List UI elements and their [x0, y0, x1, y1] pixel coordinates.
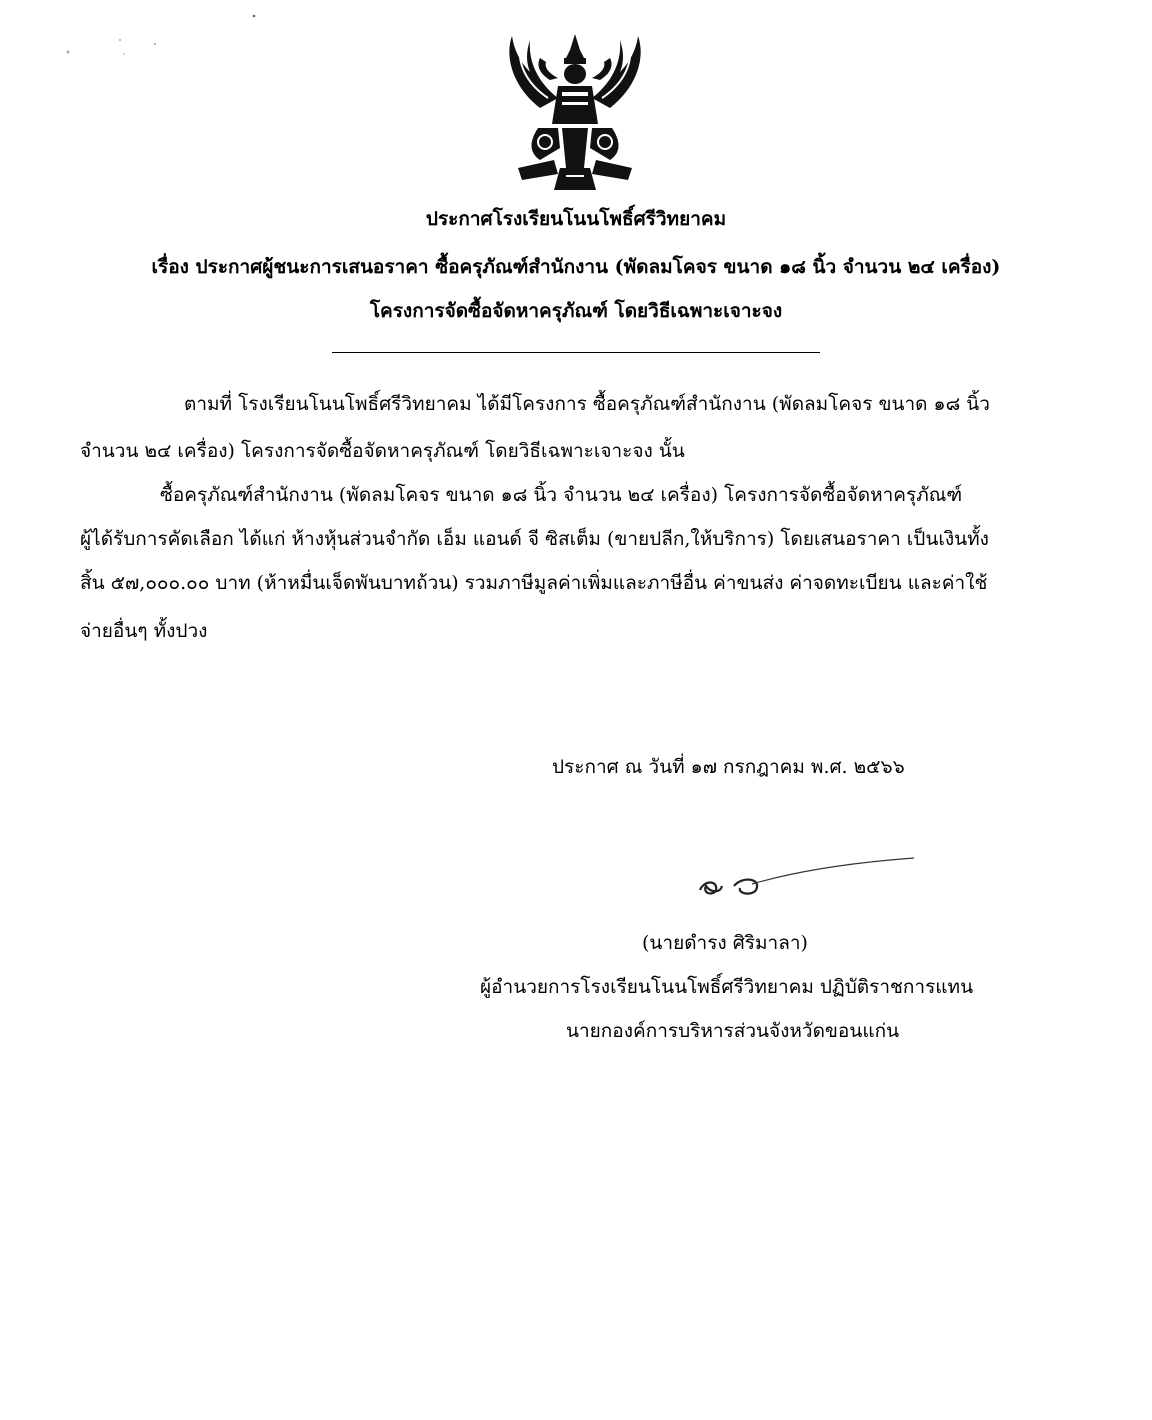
- announcement-project: โครงการจัดซื้อจัดหาครุภัณฑ์ โดยวิธีเฉพาะเจาะจง: [369, 300, 783, 322]
- body-paragraph-1-line-2: จำนวน ๒๔ เครื่อง) โครงการจัดซื้อจัดหาครุภัณฑ์ โดยวิธีเฉพาะเจาะจง นั้น: [80, 440, 685, 462]
- body-paragraph-1-line-1: ตามที่ โรงเรียนโนนโพธิ์ศรีวิทยาคม ได้มีโครงการ ซื้อครุภัณฑ์สำนักงาน (พัดลมโคจร ขนาด ๑๘ นิ้ว: [184, 393, 990, 415]
- header-divider: [332, 352, 820, 353]
- handwritten-signature-icon: [690, 852, 920, 902]
- signatory-name: (นายดำรง ศิริมาลา): [642, 932, 808, 954]
- body-paragraph-2-line-4: จ่ายอื่นๆ ทั้งปวง: [80, 620, 208, 642]
- announcement-title: ประกาศโรงเรียนโนนโพธิ์ศรีวิทยาคม: [425, 208, 727, 230]
- body-paragraph-2-line-2: ผู้ได้รับการคัดเลือก ได้แก่ ห้างหุ้นส่วนจำกัด เอ็ม แอนด์ จี ซิสเต็ม (ขายปลีก,ให้บริการ) โดยเสนอราคา เป็นเงินทั้ง: [80, 528, 989, 550]
- announcement-date: ประกาศ ณ วันที่ ๑๗ กรกฎาคม พ.ศ. ๒๕๖๖: [552, 756, 905, 778]
- scan-speck-marks: [60, 10, 260, 70]
- announcement-subject: เรื่อง ประกาศผู้ชนะการเสนอราคา ซื้อครุภัณฑ์สำนักงาน (พัดลมโคจร ขนาด ๑๘ นิ้ว จำนวน ๒๔ เครื่อง): [151, 256, 1001, 278]
- signatory-position-line-2: นายกองค์การบริหารส่วนจังหวัดขอนแก่น: [566, 1020, 900, 1042]
- body-paragraph-2-line-3: สิ้น ๕๗,๐๐๐.๐๐ บาท (ห้าหมื่นเจ็ดพันบาทถ้วน) รวมภาษีมูลค่าเพิ่มและภาษีอื่น ค่าขนส่ง ค่าจดทะเบียน และค่าใช้: [80, 572, 988, 594]
- garuda-emblem-icon: [500, 28, 650, 193]
- body-paragraph-2-line-1: ซื้อครุภัณฑ์สำนักงาน (พัดลมโคจร ขนาด ๑๘ นิ้ว จำนวน ๒๔ เครื่อง) โครงการจัดซื้อจัดหาครุภัณฑ์: [160, 484, 963, 506]
- signatory-position-line-1: ผู้อำนวยการโรงเรียนโนนโพธิ์ศรีวิทยาคม ปฏิบัติราชการแทน: [480, 976, 974, 998]
